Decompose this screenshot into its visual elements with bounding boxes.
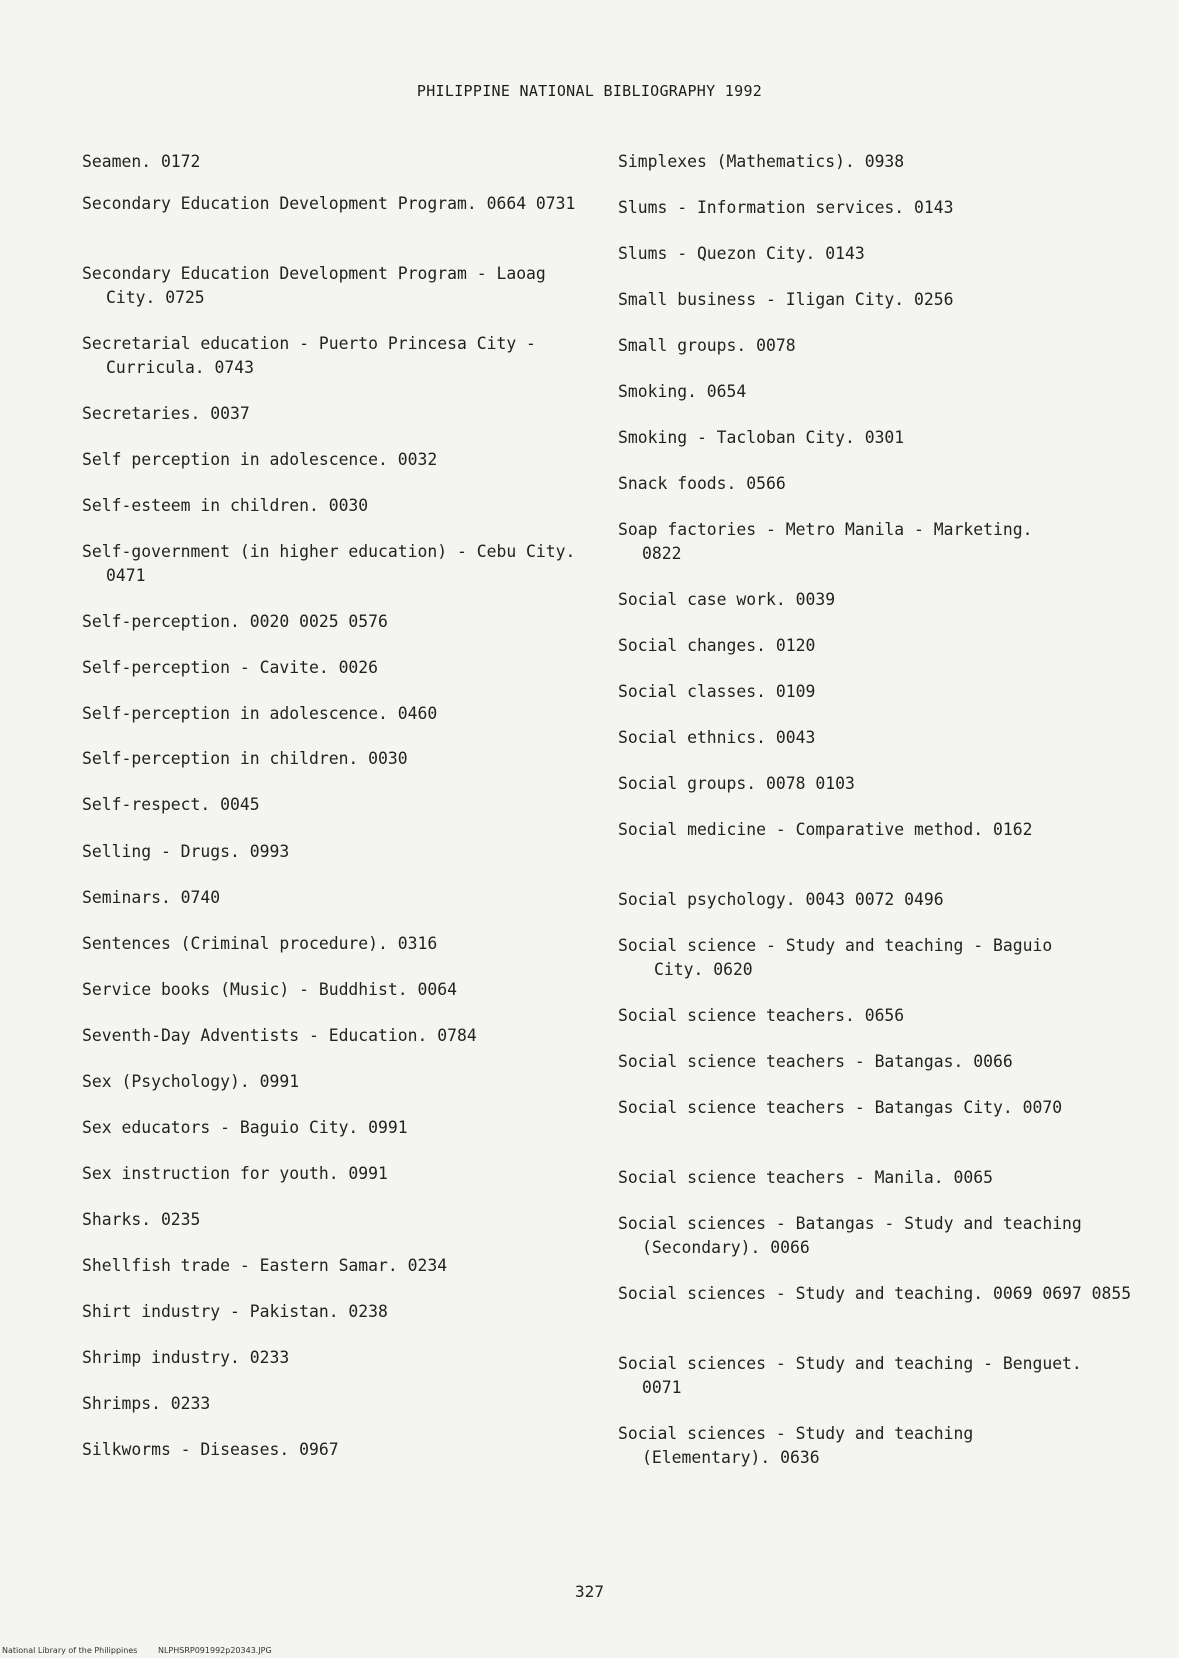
index-entry: Sex educators - Baguio City. 0991 <box>82 1118 408 1137</box>
index-entry: Social case work. 0039 <box>618 590 836 609</box>
library-credit: National Library of the Philippines <box>2 1646 138 1655</box>
index-entry: Self-perception. 0020 0025 0576 <box>82 612 388 631</box>
index-entry: Snack foods. 0566 <box>618 474 786 493</box>
index-entry: Smoking. 0654 <box>618 382 747 401</box>
index-entry: Social sciences - Study and teaching (Elementary). 0636 <box>618 1424 974 1467</box>
index-entry: Sex (Psychology). 0991 <box>82 1072 300 1091</box>
index-entry: Seventh-Day Adventists - Education. 0784 <box>82 1026 477 1045</box>
index-entry: Secretarial education - Puerto Princesa City - Curricula. 0743 <box>82 334 536 377</box>
index-entry: Sentences (Criminal procedure). 0316 <box>82 934 438 953</box>
index-entry: Social medicine - Comparative method. 0162 <box>618 820 1033 839</box>
index-entry: Social groups. 0078 0103 <box>618 774 855 793</box>
index-entry: Social sciences - Batangas - Study and teaching (Secondary). 0066 <box>618 1214 1082 1257</box>
index-entry: Selling - Drugs. 0993 <box>82 842 290 861</box>
index-entry: Social science teachers. 0656 <box>618 1006 905 1025</box>
index-entry: Sharks. 0235 <box>82 1210 201 1229</box>
index-entry: Social changes. 0120 <box>618 636 816 655</box>
index-entry: Secretaries. 0037 <box>82 404 250 423</box>
index-entry: Silkworms - Diseases. 0967 <box>82 1440 339 1459</box>
index-entry: Slums - Quezon City. 0143 <box>618 244 865 263</box>
index-entry: Social ethnics. 0043 <box>618 728 816 747</box>
index-entry: Sex instruction for youth. 0991 <box>82 1164 388 1183</box>
index-entry: Self-respect. 0045 <box>82 795 260 814</box>
index-entry: Seminars. 0740 <box>82 888 221 907</box>
index-entry: Self perception in adolescence. 0032 <box>82 450 438 469</box>
index-entry: Small business - Iligan City. 0256 <box>618 290 954 309</box>
index-entry: Shellfish trade - Eastern Samar. 0234 <box>82 1256 448 1275</box>
index-entry: Social science teachers - Batangas. 0066 <box>618 1052 1013 1071</box>
index-entry: Service books (Music) - Buddhist. 0064 <box>82 980 457 999</box>
page-title: PHILIPPINE NATIONAL BIBLIOGRAPHY 1992 <box>416 82 763 100</box>
index-entry: Shrimps. 0233 <box>82 1394 211 1413</box>
index-entry: Seamen. 0172 <box>82 152 201 171</box>
index-entry: Slums - Information services. 0143 <box>618 198 954 217</box>
index-entry: Social classes. 0109 <box>618 682 816 701</box>
index-entry: Secondary Education Development Program. 0664 0731 <box>82 194 576 213</box>
index-entry: Social sciences - Study and teaching. 0069 0697 0855 <box>618 1284 1132 1303</box>
index-entry: Social science - Study and teaching - Baguio City. 0620 <box>618 936 1053 979</box>
index-entry: Simplexes (Mathematics). 0938 <box>618 152 905 171</box>
index-entry: Self-perception in adolescence. 0460 <box>82 704 438 723</box>
index-entry: Social psychology. 0043 0072 0496 <box>618 890 944 909</box>
index-entry: Self-perception in children. 0030 <box>82 749 408 768</box>
index-entry: Social science teachers - Manila. 0065 <box>618 1168 993 1187</box>
index-entry: Social sciences - Study and teaching - Benguet. 0071 <box>618 1354 1082 1397</box>
index-entry: Small groups. 0078 <box>618 336 796 355</box>
index-entry: Shrimp industry. 0233 <box>82 1348 290 1367</box>
index-entry: Secondary Education Development Program - Laoag City. 0725 <box>82 264 546 307</box>
scan-credit <box>2 1646 290 1655</box>
index-entry: Self-perception - Cavite. 0026 <box>82 658 379 677</box>
index-entry: Shirt industry - Pakistan. 0238 <box>82 1302 388 1321</box>
index-entry: Soap factories - Metro Manila - Marketing. 0822 <box>618 520 1033 563</box>
index-entry: Social science teachers - Batangas City. 0070 <box>618 1098 1063 1117</box>
file-id: NLPHSRP091992p20343.JPG <box>157 1646 272 1655</box>
index-entry: Smoking - Tacloban City. 0301 <box>618 428 905 447</box>
page-number: 327 <box>575 1582 604 1601</box>
index-entry: Self-esteem in children. 0030 <box>82 496 369 515</box>
index-entry: Self-government (in higher education) - Cebu City. 0471 <box>82 542 576 585</box>
